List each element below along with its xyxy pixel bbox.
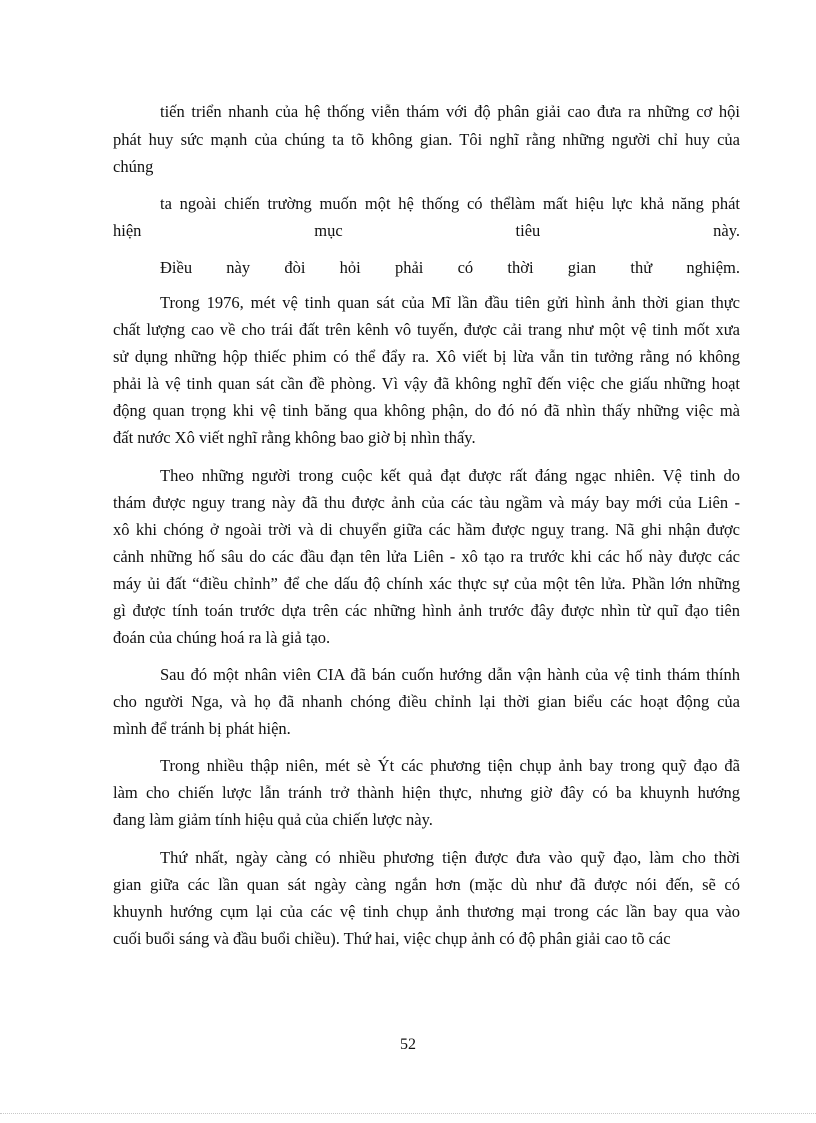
text-line: xô khi chóng ở ngoài trời và di chuyển giữa các hầm được nguỵ trang. Nã ghi nhận được: [113, 520, 740, 539]
text-line: phải là vệ tinh quan sát cần đề phòng. Vì vậy đã không nghĩ đến việc che giấu những hoạt: [113, 374, 740, 393]
text-line: phát huy sức mạnh của chúng ta tõ không gian. Tôi nghĩ rằng những người chỉ huy của: [113, 130, 740, 149]
page-bottom-rule: [0, 1113, 816, 1114]
text-line: hiện mục tiêu này.: [113, 221, 740, 240]
text-line: chất lượng cao về cho trái đất trên kênh vô tuyến, được cải trang như một vệ tinh mốt xưa: [113, 320, 740, 339]
text-line: cuối buổi sáng và đầu buổi chiều). Thứ hai, việc chụp ảnh có độ phân giải cao tõ các: [113, 929, 671, 948]
text-line: cho người Nga, và họ đã nhanh chóng điều chỉnh lại thời gian biểu các hoạt động của: [113, 692, 740, 711]
text-line: Trong 1976, mét vệ tinh quan sát của Mĩ lần đầu tiên gửi hình ảnh thời gian thực: [160, 293, 740, 312]
text-line: sử dụng những hộp thiếc phim có thể đẩy ra. Xô viết bị lừa vẫn tin tưởng rằng nó không: [113, 347, 740, 366]
page-number: 52: [400, 1036, 416, 1053]
text-line: làm cho chiến lược lẫn tránh trở thành hiện thực, nhưng giờ đây có ba khuynh hướng: [113, 783, 740, 802]
text-line: mình để tránh bị phát hiện.: [113, 719, 291, 738]
text-line: đang làm giảm tính hiệu quả của chiến lược này.: [113, 810, 433, 829]
text-line: gian giữa các lần quan sát ngày càng ngắn hơn (mặc dù như đã được nói đến, sẽ có: [113, 875, 740, 894]
text-line: cảnh những hố sâu do các đầu đạn tên lửa Liên - xô tạo ra trước khi các hố này được các: [113, 547, 740, 566]
text-line: đất nước Xô viết nghĩ rằng không bao giờ bị nhìn thấy.: [113, 428, 476, 447]
text-line: Trong nhiều thập niên, mét sè Ýt các phương tiện chụp ảnh bay trong quỹ đạo đã: [160, 756, 740, 775]
text-line: gì được tính toán trước dựa trên các những hình ảnh trước đây được nhìn từ quĩ đạo tiên: [113, 601, 740, 620]
text-line: động quan trọng khi vệ tinh băng qua không phận, do đó nó đã nhìn thấy những việc mà: [113, 401, 740, 420]
text-line: thám được nguy trang này đã thu được ảnh của các tàu ngầm và máy bay mới của Liên -: [113, 493, 740, 512]
text-line: Điều này đòi hỏi phải có thời gian thử nghiệm.: [160, 258, 740, 277]
text-line: Thứ nhất, ngày càng có nhiều phương tiện được đưa vào quỹ đạo, làm cho thời: [160, 848, 740, 867]
text-line: Theo những người trong cuộc kết quả đạt được rất đáng ngạc nhiên. Vệ tinh do: [160, 466, 740, 485]
text-line: Sau đó một nhân viên CIA đã bán cuốn hướng dẫn vận hành của vệ tinh thám thính: [160, 665, 740, 684]
text-line: ta ngoài chiến trường muốn một hệ thống có thểlàm mất hiệu lực khả năng phát: [160, 194, 740, 213]
text-line: máy ủi đất “điều chỉnh” để che dấu độ chính xác thực sự của một tên lửa. Phần lớn những: [113, 574, 740, 593]
text-line: đoán của chúng hoá ra là giả tạo.: [113, 628, 331, 647]
text-line: khuynh hướng cụm lại của các vệ tinh chụp ảnh thương mại trong các lần bay qua vào: [113, 902, 740, 921]
text-line: chúng: [113, 157, 154, 176]
text-line: tiến triển nhanh của hệ thống viễn thám với độ phân giải cao đưa ra những cơ hội: [160, 102, 740, 121]
